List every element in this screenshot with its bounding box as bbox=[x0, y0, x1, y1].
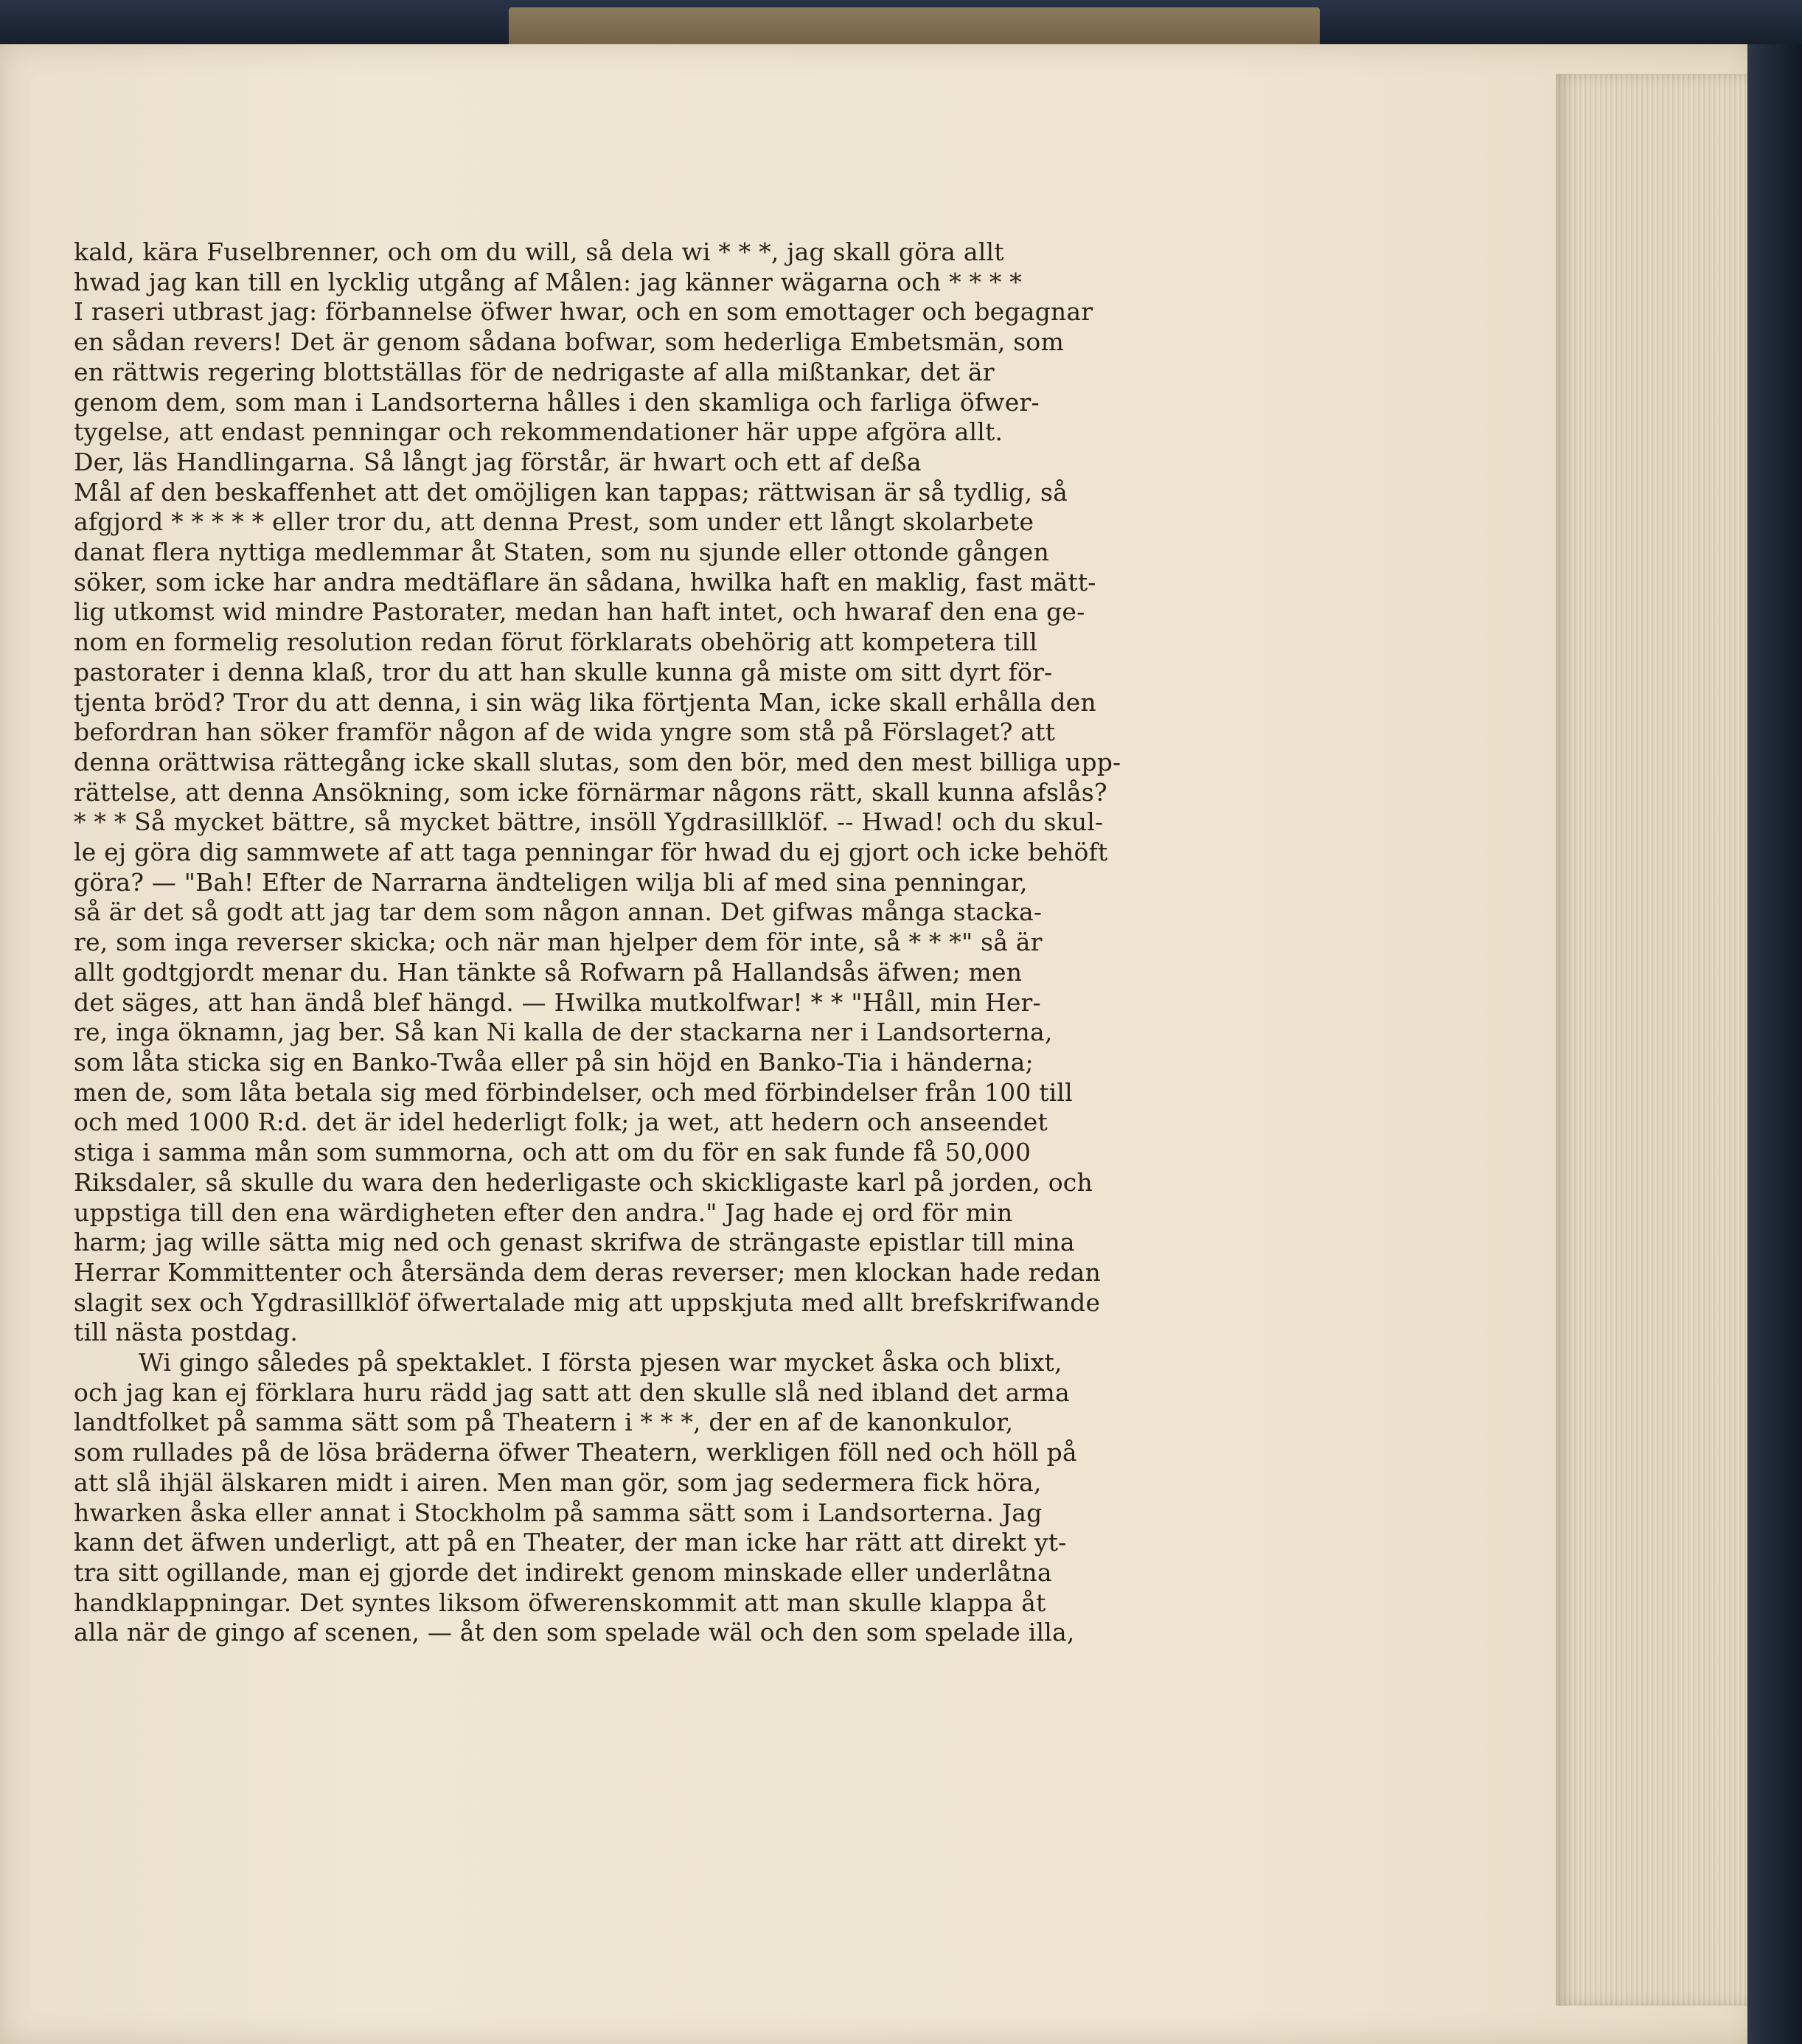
text-line: hwarken åska eller annat i Stockholm på samma sätt som i Landsorterna. Jag bbox=[74, 1498, 1043, 1527]
text-line: en rättwis regering blottställas för de nedrigaste af alla mißtankar, det är bbox=[74, 357, 995, 386]
text-line: det säges, att han ändå blef hängd. — Hwilka mutkolfwar! * * "Håll, min Her- bbox=[74, 987, 1041, 1017]
text-line: handklappningar. Det syntes liksom öfwerenskommit att man skulle klappa åt bbox=[74, 1588, 1046, 1617]
text-line: men de, som låta betala sig med förbindelser, och med förbindelser från 100 till bbox=[74, 1077, 1073, 1107]
text-line: tra sitt ogillande, man ej gjorde det indirekt genom minskade eller underlåtna bbox=[74, 1557, 1052, 1587]
text-line: stiga i samma mån som summorna, och att om du för en sak funde få 50,000 bbox=[74, 1138, 1032, 1167]
text-line: Herrar Kommittenter och återsända dem deras reverser; men klockan hade redan bbox=[74, 1257, 1101, 1287]
text-line: kann det äfwen underligt, att på en Theater, der man icke har rätt att direkt yt- bbox=[74, 1528, 1067, 1557]
text-line: till nästa postdag. bbox=[74, 1318, 299, 1347]
text-line: Mål af den beskaffenhet att det omöjligen kan tappas; rättwisan är så tydlig, så bbox=[74, 477, 1068, 507]
text-line: re, som inga reverser skicka; och när man hjelper dem för inte, så * * *" så är bbox=[74, 928, 1043, 957]
text-line: nom en formelig resolution redan förut förklarats obehörig att kompetera till bbox=[74, 628, 1037, 657]
text-line: hwad jag kan till en lycklig utgång af Målen: jag känner wägarna och * * * * bbox=[74, 267, 1022, 296]
text-line: danat flera nyttiga medlemmar åt Staten, som nu sjunde eller ottonde gången bbox=[74, 538, 1049, 567]
text-line: en sådan revers! Det är genom sådana bofwar, som hederliga Embetsmän, som bbox=[74, 327, 1064, 357]
text-line: landtfolket på samma sätt som på Theatern i * * *, der en af de kanonkulor, bbox=[74, 1408, 1014, 1437]
text-line: * * * Så mycket bättre, så mycket bättre, insöll Ygdrasillklöf. -- Hwad! och du skul- bbox=[74, 807, 1104, 837]
text-line: befordran han söker framför någon af de wida yngre som stå på Förslaget? att bbox=[74, 717, 1056, 747]
page-edges bbox=[1556, 74, 1747, 2006]
text-line: Riksdaler, så skulle du wara den hederligaste och skickligaste karl på jorden, och bbox=[74, 1167, 1093, 1197]
text-line: tygelse, att endast penningar och rekommendationer här uppe afgöra allt. bbox=[74, 417, 1003, 447]
text-line: rättelse, att denna Ansökning, som icke förnärmar någons rätt, skall kunna afslås? bbox=[74, 777, 1107, 807]
text-line: göra? — "Bah! Efter de Narrarna ändteligen wilja bli af med sina penningar, bbox=[74, 867, 1028, 897]
book-binding-right bbox=[1747, 44, 1802, 2044]
text-line: slagit sex och Ygdrasillklöf öfwertalade mig att uppskjuta med allt brefskrifwande bbox=[74, 1287, 1101, 1317]
text-line: söker, som icke har andra medtäflare än sådana, hwilka haft en maklig, fast mätt- bbox=[74, 567, 1096, 597]
text-line: som låta sticka sig en Banko-Twåa eller på sin höjd en Banko-Tia i händerna; bbox=[74, 1047, 1034, 1077]
text-line: denna orättwisa rättegång icke skall slutas, som den bör, med den mest billiga upp- bbox=[74, 747, 1121, 776]
text-line: genom dem, som man i Landsorterna hålles i den skamliga och farliga öfwer- bbox=[74, 387, 1040, 417]
text-line: och med 1000 R:d. det är idel hederligt folk; ja wet, att hedern och anseendet bbox=[74, 1108, 1048, 1137]
text-line: och jag kan ej förklara huru rädd jag satt att den skulle slå ned ibland det arma bbox=[74, 1377, 1070, 1407]
text-line: Wi gingo således på spektaklet. I första pjesen war mycket åska och blixt, bbox=[139, 1348, 1062, 1377]
text-line: I raseri utbrast jag: förbannelse öfwer hwar, och en som emottager och begagnar bbox=[74, 297, 1093, 327]
text-line: så är det så godt att jag tar dem som någon annan. Det gifwas många stacka- bbox=[74, 897, 1043, 927]
text-line: re, inga öknamn, jag ber. Så kan Ni kalla de der stackarna ner i Landsorterna, bbox=[74, 1018, 1053, 1047]
text-line: pastorater i denna klaß, tror du att han skulle kunna gå miste om sitt dyrt för- bbox=[74, 657, 1053, 686]
text-line: allt godtgjordt menar du. Han tänkte så Rofwarn på Hallandsås äfwen; men bbox=[74, 957, 1023, 987]
text-line: harm; jag wille sätta mig ned och genast skrifwa de strängaste epistlar till mina bbox=[74, 1228, 1075, 1257]
text-line: kald, kära Fuselbrenner, och om du will, så dela wi * * *, jag skall göra allt bbox=[74, 237, 1004, 266]
text-line: lig utkomst wid mindre Pastorater, medan han haft intet, och hwaraf den ena ge- bbox=[74, 597, 1085, 627]
text-line: att slå ihjäl älskaren midt i airen. Men man gör, som jag sedermera fick höra, bbox=[74, 1467, 1042, 1497]
text-line: alla när de gingo af scenen, — åt den som spelade wäl och den som spelade illa, bbox=[74, 1618, 1075, 1647]
text-line: Der, läs Handlingarna. Så långt jag förstår, är hwart och ett af deßa bbox=[74, 447, 922, 476]
page-text bbox=[74, 237, 1187, 1648]
text-line: uppstiga till den ena wärdigheten efter den andra." Jag hade ej ord för min bbox=[74, 1197, 1013, 1227]
text-line: le ej göra dig sammwete af att taga penningar för hwad du ej gjort och icke behöft bbox=[74, 838, 1108, 867]
text-line: som rullades på de lösa bräderna öfwer Theatern, werkligen föll ned och höll på bbox=[74, 1438, 1077, 1467]
text-line: afgjord * * * * * eller tror du, att denna Prest, som under ett långt skolarbete bbox=[74, 507, 1034, 537]
text-line: tjenta bröd? Tror du att denna, i sin wäg lika förtjenta Man, icke skall erhålla den bbox=[74, 687, 1096, 717]
